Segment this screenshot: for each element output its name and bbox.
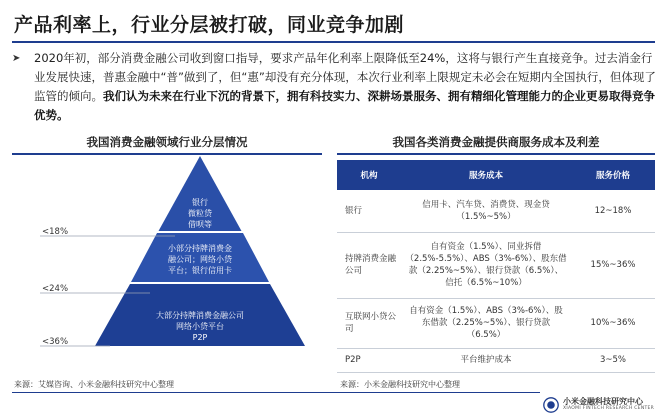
rate-label-36: <36% bbox=[42, 337, 69, 347]
cell-price: 12~18% bbox=[571, 190, 655, 232]
right-source: 来源：小米金融科技研究中心整理 bbox=[340, 380, 460, 389]
bullet-paragraph bbox=[12, 49, 660, 125]
header-cost: 服务成本 bbox=[401, 160, 571, 190]
xiaomi-logo-icon bbox=[543, 397, 559, 413]
rate-label-18: <18% bbox=[42, 227, 69, 237]
tier-bottom-text: 大部分持牌消费金融公司 网络小贷平台 P2P bbox=[156, 311, 244, 342]
title-divider bbox=[12, 41, 655, 43]
cell-cost: 平台维护成本 bbox=[401, 348, 571, 372]
tier-bottom-label bbox=[125, 310, 275, 343]
rate-label-24: <24% bbox=[42, 284, 69, 294]
cell-price: 10%~36% bbox=[571, 298, 655, 348]
cell-cost: 信用卡、汽车贷、消费贷、现金贷（1.5%~5%） bbox=[401, 190, 571, 232]
cost-table bbox=[337, 160, 655, 373]
table-row bbox=[337, 190, 655, 232]
header-price: 服务价格 bbox=[571, 160, 655, 190]
cell-cost: 自有资金（1.5%）、ABS（3%-6%）、股东借款（2.25%~5%）、银行贷款（6.5%） bbox=[401, 298, 571, 348]
cell-price: 15%~36% bbox=[571, 232, 655, 298]
tier-middle-label bbox=[143, 243, 257, 276]
right-panel-divider bbox=[337, 153, 655, 155]
cell-institution: 互联网小贷公司 bbox=[337, 298, 401, 348]
logo-name: 小米金融科技研究中心 bbox=[563, 397, 643, 406]
table-header-row bbox=[337, 160, 655, 190]
cell-institution: P2P bbox=[337, 348, 401, 372]
table-row bbox=[337, 348, 655, 372]
cell-institution: 持牌消费金融公司 bbox=[337, 232, 401, 298]
logo-subtitle: XIAOMI FINTECH RESEARCH CENTER bbox=[563, 406, 655, 411]
bullet-text bbox=[34, 49, 660, 125]
table-row bbox=[337, 232, 655, 298]
footer-logo bbox=[543, 396, 663, 414]
page-title: 产品利率上，行业分层被打破，同业竞争加剧 bbox=[14, 14, 405, 36]
tier-middle-text: 小部分持牌消费金 融公司；网络小贷 平台；银行信用卡 bbox=[168, 244, 232, 275]
table-row bbox=[337, 298, 655, 348]
bullet-conclusion: 我们认为未来在行业下沉的背景下，拥有科技实力、深耕场景服务、拥有精细化管理能力的企业更易取得竞争优势。 bbox=[34, 89, 655, 122]
right-panel-title: 我国各类消费金融提供商服务成本及利差 bbox=[392, 135, 600, 149]
footer-divider bbox=[12, 392, 540, 393]
cell-institution: 银行 bbox=[337, 190, 401, 232]
bullet-arrow-icon: ➤ bbox=[12, 53, 21, 64]
cell-cost: 自有资金（1.5%）、同业拆借（2.5%-5.5%）、ABS（3%-6%）、股东借款（2.25%~5%）、银行贷款（6.5%）、信托（6.5%~10%） bbox=[401, 232, 571, 298]
bullet-body: 2020年初，部分消费金融公司收到窗口指导，要求产品年化利率上限降低至24%，这将与银行产生直接竞争。过去消金行业发展快速，普惠金融中“普”做到了，但“惠”却没有充分体现，本次行业利率上限规定未必会在短期内全国执行，但体现了监管的倾向。 bbox=[34, 51, 656, 103]
left-source: 来源：艾媒咨询、小米金融科技研究中心整理 bbox=[14, 380, 174, 389]
header-institution: 机构 bbox=[337, 160, 401, 190]
tier-top-label bbox=[170, 197, 230, 230]
left-panel-title: 我国消费金融领域行业分层情况 bbox=[86, 135, 248, 149]
cell-price: 3~5% bbox=[571, 348, 655, 372]
tier-top-text: 银行 微粒贷 借呗等 bbox=[188, 198, 212, 229]
